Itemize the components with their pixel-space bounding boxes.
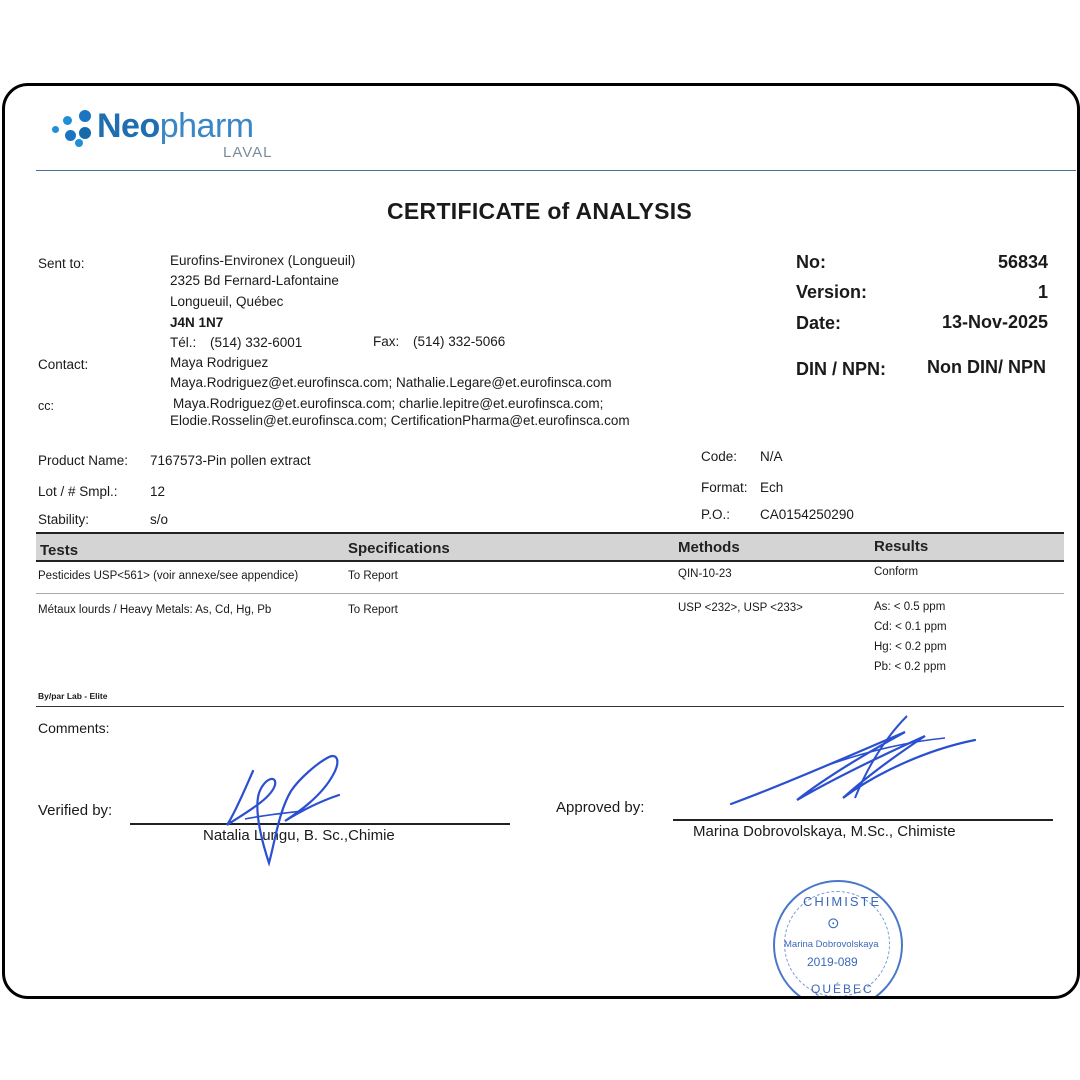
tel-value: (514) 332-6001 xyxy=(210,335,303,350)
chemist-seal xyxy=(773,880,903,999)
verified-name: Natalia Lungu, B. Sc.,Chimie xyxy=(203,827,395,844)
row-method: QIN-10-23 xyxy=(678,568,732,580)
seal-top: CHIMISTE xyxy=(803,894,882,909)
po-value: CA0154250290 xyxy=(760,507,854,522)
sent-to-line: Longueuil, Québec xyxy=(170,294,284,309)
table-top-rule xyxy=(36,532,1064,534)
approved-signature xyxy=(725,708,985,818)
code-label: Code: xyxy=(701,449,738,464)
din-value: Non DIN/ NPN xyxy=(927,357,1046,377)
sent-to-label: Sent to: xyxy=(38,256,85,271)
row-divider xyxy=(36,593,1064,594)
product-name: 7167573-Pin pollen extract xyxy=(150,453,311,468)
th-results: Results xyxy=(874,538,929,555)
product-name-label: Product Name: xyxy=(38,453,129,468)
contact-name: Maya Rodriguez xyxy=(170,355,269,370)
table-bottom-rule xyxy=(36,706,1064,707)
th-methods: Methods xyxy=(678,539,740,556)
verified-label: Verified by: xyxy=(38,802,113,819)
row-test: Métaux lourds / Heavy Metals: As, Cd, Hg, Pb xyxy=(38,604,272,616)
sent-to-line: Eurofins-Environex (Longueuil) xyxy=(170,253,356,268)
logo-sub: LAVAL xyxy=(223,144,273,161)
date-value: 13-Nov-2025 xyxy=(941,312,1048,332)
version-label: Version: xyxy=(796,282,868,302)
stability-label: Stability: xyxy=(38,512,90,527)
stability-value: s/o xyxy=(150,512,169,527)
fax-label: Fax: xyxy=(373,334,400,349)
row-spec: To Report xyxy=(348,604,398,616)
fax-value: (514) 332-5066 xyxy=(413,334,506,349)
row-result: As: < 0.5 ppm xyxy=(874,601,946,613)
approved-label: Approved by: xyxy=(556,799,645,816)
contact-label: Contact: xyxy=(38,357,89,372)
row-result: Cd: < 0.1 ppm xyxy=(874,621,947,633)
approved-name: Marina Dobrovolskaya, M.Sc., Chimiste xyxy=(693,823,956,840)
version-value: 1 xyxy=(1037,282,1048,302)
lot-value: 12 xyxy=(150,484,166,499)
seal-name: Marina Dobrovolskaya xyxy=(784,939,879,950)
no-label: No: xyxy=(796,252,826,272)
format-label: Format: xyxy=(701,480,748,495)
no-value: 56834 xyxy=(997,252,1048,272)
row-test: Pesticides USP<561> (voir annexe/see appendice) xyxy=(38,570,299,582)
sent-to-line: 2325 Bd Fernard-Lafontaine xyxy=(170,273,339,288)
row-result: Conform xyxy=(874,566,919,578)
lab-footnote: By/par Lab - Elite xyxy=(38,691,108,701)
cc-line: Elodie.Rosselin@et.eurofinsca.com; CertificationPharma@et.eurofinsca.com xyxy=(170,413,630,428)
date-label: Date: xyxy=(796,313,842,333)
row-result: Pb: < 0.2 ppm xyxy=(874,661,946,673)
code-value: N/A xyxy=(760,449,783,464)
sent-to-postal: J4N 1N7 xyxy=(170,315,224,330)
format-value: Ech xyxy=(760,480,784,495)
contact-emails: Maya.Rodriguez@et.eurofinsca.com; Nathalie.Legare@et.eurofinsca.com xyxy=(170,375,612,390)
seal-bottom: QUÉBEC xyxy=(811,982,874,996)
seal-emblem-icon: ⊙ xyxy=(827,915,840,932)
lot-label: Lot / # Smpl.: xyxy=(38,484,118,499)
cc-label: cc: xyxy=(38,399,54,413)
verified-signature xyxy=(205,741,365,871)
row-method: USP <232>, USP <233> xyxy=(678,602,803,614)
certificate-frame xyxy=(2,83,1080,999)
approved-line xyxy=(673,819,1053,821)
din-label: DIN / NPN: xyxy=(796,359,886,379)
row-spec: To Report xyxy=(348,570,398,582)
seal-number: 2019-089 xyxy=(807,955,858,969)
po-label: P.O.: xyxy=(701,507,731,522)
th-tests: Tests xyxy=(40,542,79,559)
tel-label: Tél.: xyxy=(170,335,197,350)
logo-brand-light: pharm xyxy=(159,107,254,145)
th-specifications: Specifications xyxy=(348,540,450,557)
header-rule xyxy=(36,170,1076,171)
table-header-rule xyxy=(36,560,1064,562)
comments-label: Comments: xyxy=(38,720,110,736)
cc-line: Maya.Rodriguez@et.eurofinsca.com; charlie.lepitre@et.eurofinsca.com; xyxy=(173,396,604,411)
document-title: CERTIFICATE of ANALYSIS xyxy=(387,198,693,224)
row-result: Hg: < 0.2 ppm xyxy=(874,641,947,653)
logo-brand-bold: Neo xyxy=(97,107,160,145)
